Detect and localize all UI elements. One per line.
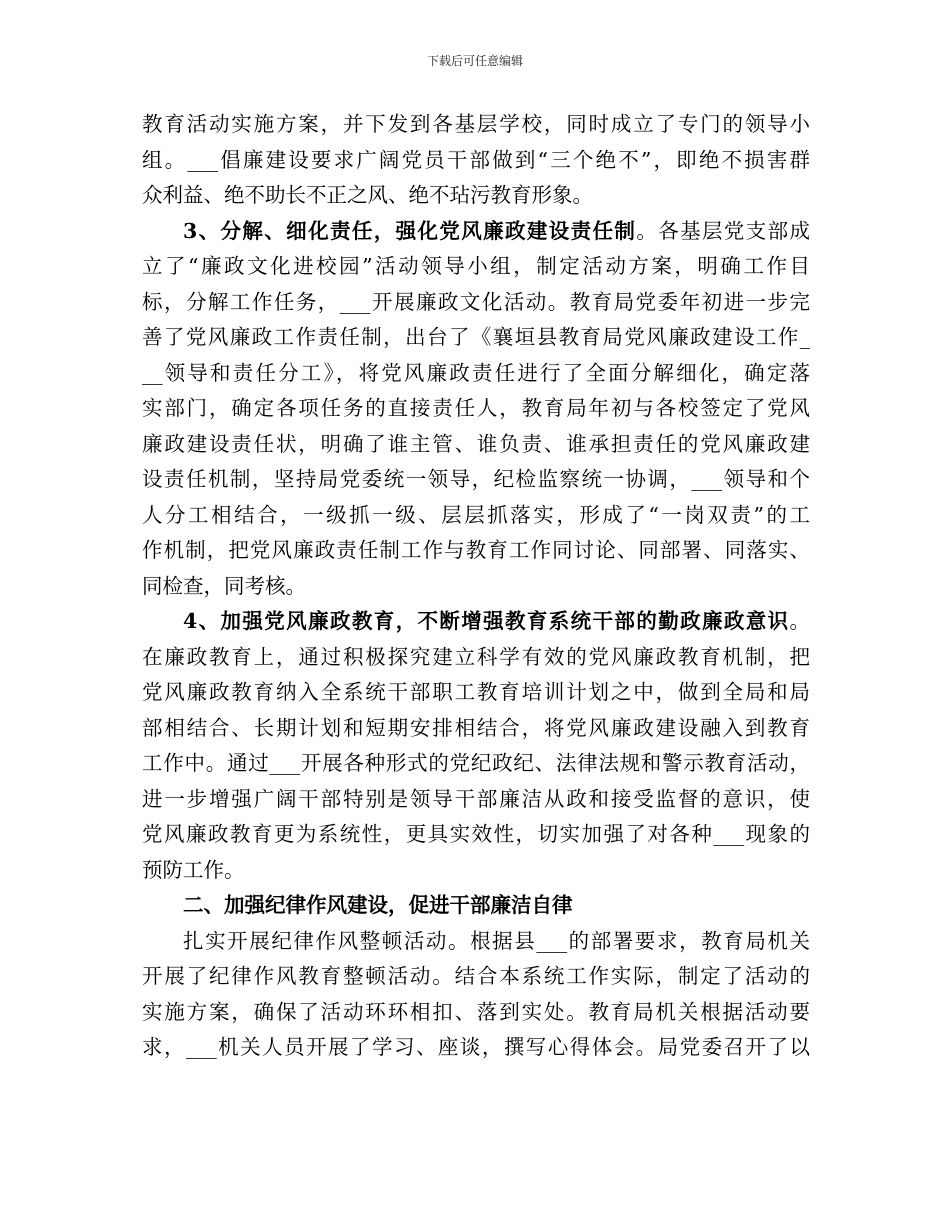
line-text: 工作中。通过___开展各种形式的党纪政纪、法律法规和警示教育活动， bbox=[142, 751, 810, 775]
line-text: 立了“廉政文化进校园”活动领导小组，制定活动方案，明确工作目 bbox=[142, 254, 810, 278]
text-line bbox=[142, 356, 810, 392]
text-line bbox=[142, 320, 810, 356]
text-line bbox=[142, 995, 810, 1031]
line-text: 求，___机关人员开展了学习、座谈，撰写心得体会。局党委召开了以 bbox=[142, 1035, 810, 1059]
line-text: 实施方案，确保了活动环环相扣、落到实处。教育局机关根据活动要 bbox=[142, 999, 810, 1024]
line-text: 党风廉政教育纳入全系统干部职工教育培训计划之中，做到全局和局 bbox=[142, 680, 810, 704]
text-line bbox=[142, 391, 810, 427]
text-line bbox=[142, 640, 810, 676]
section-heading: 二、加强纪律作风建设，促进干部廉洁自律 bbox=[183, 893, 573, 917]
line-text: 设责任机制，坚持局党委统一领导，纪检监察统一协调，___领导和个 bbox=[142, 467, 810, 491]
text-line bbox=[142, 1030, 810, 1066]
line-text: 扎实开展纪律作风整顿活动。根据县___的部署要求，教育局机关 bbox=[183, 928, 810, 953]
text-line bbox=[142, 675, 810, 711]
text-line bbox=[142, 107, 810, 143]
line-text: 开展了纪律作风教育整顿活动。结合本系统工作实际，制定了活动的 bbox=[142, 964, 810, 988]
line-text: __领导和责任分工》，将党风廉政责任进行了全面分解细化，确定落 bbox=[142, 360, 810, 385]
line-text: 善了党风廉政工作责任制，出台了《襄垣县教育局党风廉政建设工作_ bbox=[142, 325, 810, 349]
line-text: 廉政建设责任状，明确了谁主管、谁负责、谁承担责任的党风廉政建 bbox=[142, 431, 810, 456]
text-line bbox=[142, 285, 810, 321]
line-text: 部相结合、长期计划和短期安排相结合，将党风廉政建设融入到教育 bbox=[142, 715, 810, 740]
text-line bbox=[142, 249, 810, 285]
text-line bbox=[142, 427, 810, 463]
text-line bbox=[142, 746, 810, 782]
text-line bbox=[142, 888, 810, 924]
text-line bbox=[142, 817, 810, 853]
line-text: 预防工作。 bbox=[142, 857, 245, 882]
line-text: 标，分解工作任务，___开展廉政文化活动。教育局党委年初进一步完 bbox=[142, 289, 810, 314]
line-text: 作机制，把党风廉政责任制工作与教育工作同讨论、同部署、同落实、 bbox=[142, 538, 810, 562]
document-body bbox=[142, 107, 810, 1066]
line-text: 人分工相结合，一级抓一级、层层抓落实，形成了“一岗双责”的工 bbox=[142, 502, 810, 527]
text-line bbox=[142, 143, 810, 179]
text-line bbox=[142, 533, 810, 569]
line-text: 在廉政教育上，通过积极探究建立科学有效的党风廉政教育机制，把 bbox=[142, 644, 810, 669]
text-line bbox=[142, 462, 810, 498]
text-line bbox=[142, 924, 810, 960]
line-text: 同检查，同考核。 bbox=[142, 573, 306, 598]
line-text: 众利益、绝不助长不正之风、绝不玷污教育形象。 bbox=[142, 183, 593, 207]
line-text: 党风廉政教育更为系统性，更具实效性，切实加强了对各种___现象的 bbox=[142, 822, 810, 846]
section-heading: 4、加强党风廉政教育，不断增强教育系统干部的勤政廉政意识 bbox=[183, 609, 790, 633]
text-line bbox=[142, 214, 810, 250]
line-text: 进一步增强广阔干部特别是领导干部廉洁从政和接受监督的意识，使 bbox=[142, 786, 810, 811]
line-text: 教育活动实施方案，并下发到各基层学校，同时成立了专门的领导小 bbox=[142, 112, 810, 136]
text-line bbox=[142, 711, 810, 747]
line-text: 。各基层党支部成 bbox=[636, 218, 810, 243]
text-line bbox=[142, 178, 810, 214]
line-text: 。 bbox=[789, 609, 810, 633]
text-line bbox=[142, 782, 810, 818]
line-text: 组。___倡廉建设要求广阔党员干部做到“三个绝不”，即绝不损害群 bbox=[142, 147, 810, 172]
text-line bbox=[142, 959, 810, 995]
line-text: 实部门，确定各项任务的直接责任人，教育局年初与各校签定了党风 bbox=[142, 396, 810, 420]
text-line bbox=[142, 498, 810, 534]
section-heading: 3、分解、细化责任，强化党风廉政建设责任制 bbox=[183, 218, 637, 243]
text-line bbox=[142, 569, 810, 605]
text-line bbox=[142, 604, 810, 640]
text-line bbox=[142, 853, 810, 889]
page-header: 下载后可任意编辑 bbox=[426, 54, 523, 68]
